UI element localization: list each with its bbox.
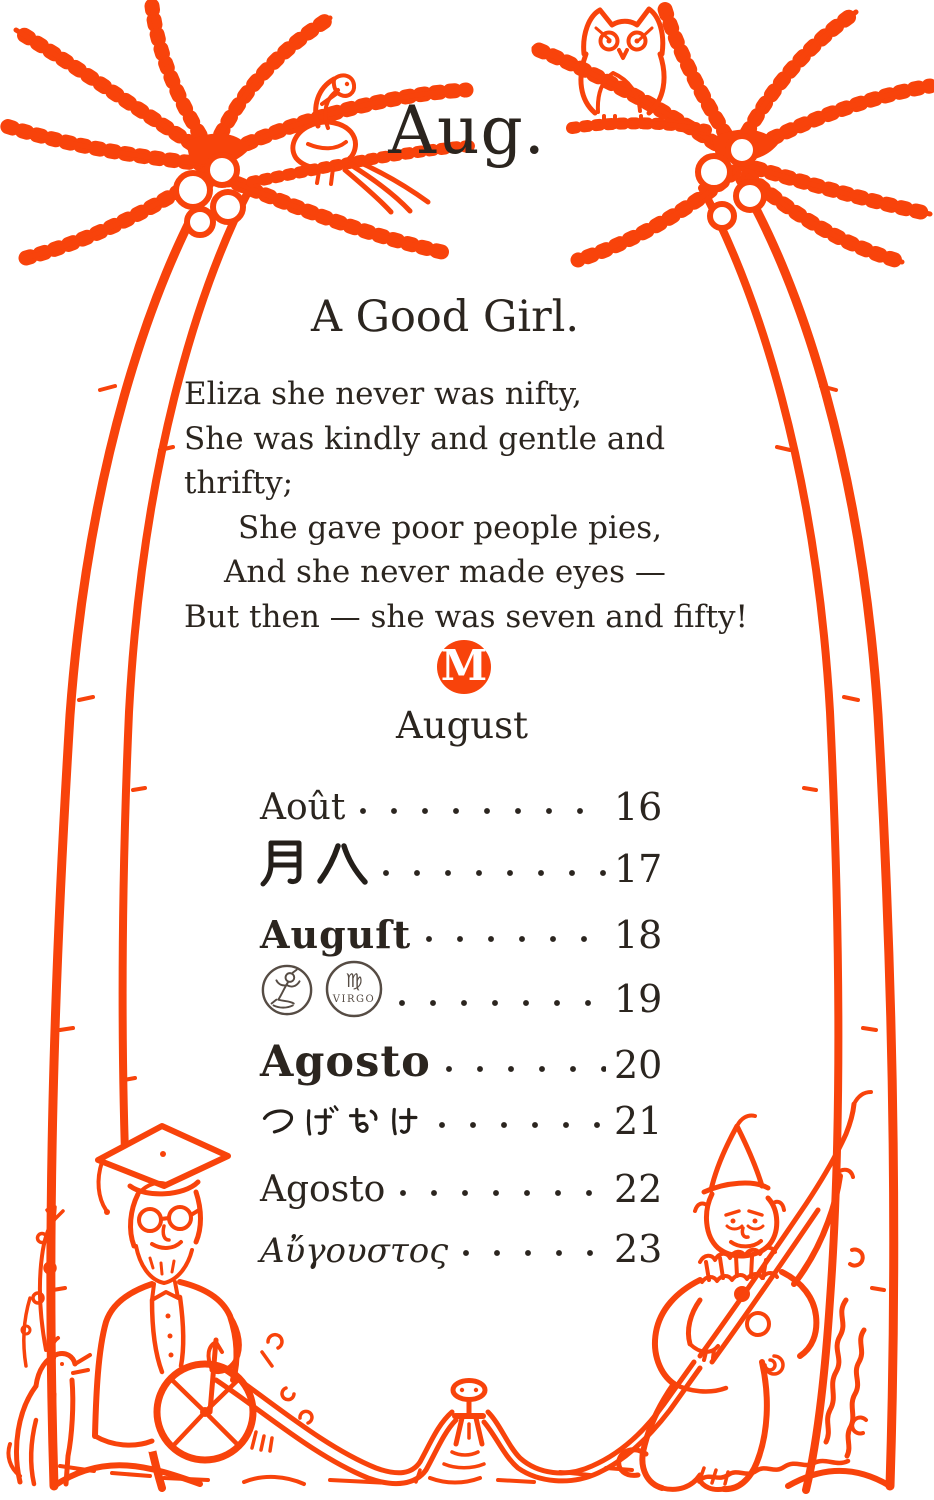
index-row-german <box>260 898 666 957</box>
index-row-french <box>260 778 666 829</box>
poem-line: But then — she was seven and fifty! <box>184 598 749 635</box>
poem-section <box>184 372 784 639</box>
kana-o-glyph <box>346 1104 382 1140</box>
index-label: Agosto <box>260 1169 386 1210</box>
index-label <box>260 836 368 888</box>
kana-ge-glyph <box>302 1104 340 1140</box>
index-label: Août <box>260 787 346 828</box>
page-number: 21 <box>614 1099 663 1143</box>
virgo-figure-medallion <box>260 962 314 1018</box>
dot-leader <box>359 805 606 817</box>
page-title: Aug. <box>388 92 546 169</box>
dot-leader <box>445 1063 606 1075</box>
index-label <box>260 960 384 1018</box>
poem-line: And she never made eyes — <box>224 554 666 590</box>
monogram-badge <box>0 640 928 694</box>
virgo-symbol: ♍ <box>345 970 363 992</box>
poem-line: She gave poor people pies, <box>238 509 662 546</box>
poem-title: A Good Girl. <box>310 292 580 342</box>
page-number: 18 <box>614 913 663 957</box>
dot-leader <box>398 997 606 1009</box>
index-row-italian-bold <box>260 1028 666 1087</box>
monogram-disc <box>437 640 491 694</box>
index-label <box>260 1104 424 1140</box>
index-row-kana <box>260 1096 666 1143</box>
page-number: 20 <box>614 1043 663 1087</box>
index-row-kanji <box>260 832 666 891</box>
index-label: Agosto <box>260 1037 431 1087</box>
poem-line: She was kindly and gentle and thrifty; <box>184 420 666 501</box>
poem-line: Eliza she never was nifty, <box>184 376 582 412</box>
index-row-zodiac <box>260 958 666 1021</box>
kanji-tsuki-glyph <box>260 836 310 888</box>
page-number: 16 <box>614 785 663 829</box>
index-row-greek <box>260 1216 666 1271</box>
page-number: 23 <box>614 1227 663 1271</box>
dot-leader <box>399 1187 606 1199</box>
index-label: Αὔγουστος <box>260 1231 449 1271</box>
page-number: 17 <box>614 847 663 891</box>
monogram-letter: M <box>440 641 488 690</box>
page-number: 19 <box>614 977 663 1021</box>
virgo-name: VIRGO <box>332 994 376 1005</box>
dot-leader <box>382 867 606 879</box>
index-label: Auguſt <box>260 912 412 957</box>
kana-tsu-glyph <box>260 1104 296 1140</box>
dot-leader <box>462 1247 606 1259</box>
kanji-hachi-glyph <box>316 838 368 888</box>
kana-ha-glyph <box>388 1104 424 1140</box>
index-row-italian <box>260 1158 666 1211</box>
month-heading: August <box>396 704 528 747</box>
page-number: 22 <box>614 1167 663 1211</box>
dot-leader <box>438 1119 606 1131</box>
dot-leader <box>425 933 606 945</box>
virgo-symbol-medallion <box>324 960 384 1018</box>
